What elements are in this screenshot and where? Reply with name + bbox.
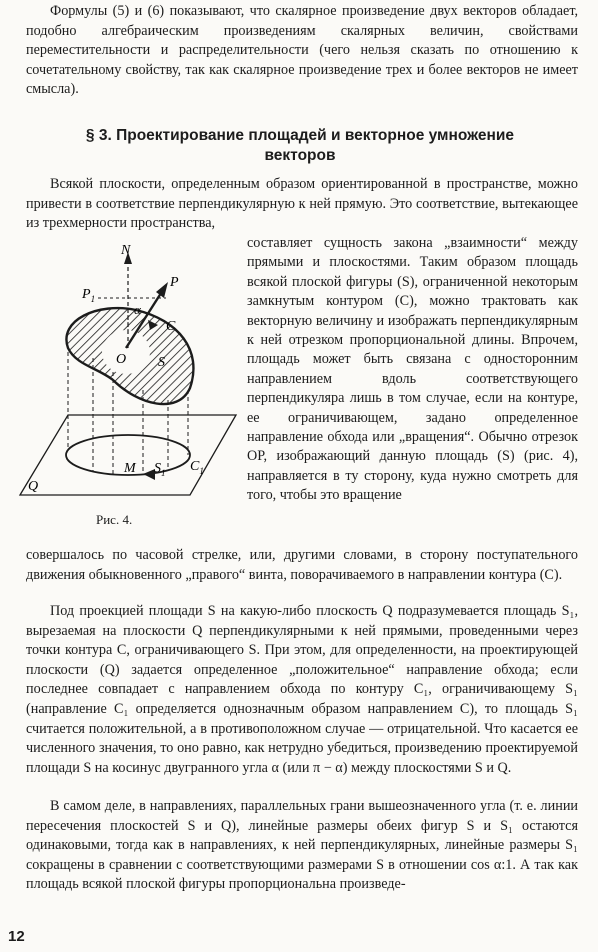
label-n: N (121, 243, 131, 258)
heading-line-1: § 3. Проектирование площадей и векторное умножение (85, 127, 515, 144)
paragraph-2-continuation: совершалось по часовой стрелке, или, другими словами, в сторону поступательного движения обыкновенного „правого“ винта, поворачиваемого в направлении контура (C). (26, 547, 578, 583)
plane-q (20, 415, 236, 495)
label-s: S (158, 355, 165, 370)
label-s1: $S_1$ (154, 461, 166, 478)
page-number: 12 (8, 928, 25, 945)
figure-caption: Рис. 4. (96, 512, 133, 527)
figure-4-diagram (18, 240, 238, 510)
paragraph-2-beside-figure: составляет сущность закона „взаимности“ между прямыми и плоскостями. Таким образом площадь всякой плоской фигуры (S), ограниченной некоторым замкнутым контуром (C), можно трактовать как векторную величину и изображать перпендикулярным к ней отрезком пропорциональной длины. Впрочем, площадь может быть связана с односторонним направлением вдоль соответствующего перпендикуляра лишь в том случае, если на контуре, ее ограничивающем, задано определенное направление обхода или „вращения“. Обычно отрезок OP, изображающий данную площадь (S) (рис. 4), направляется в ту сторону, куда нужно смотреть для того, чтобы это вращение (247, 235, 578, 504)
heading-line-2: векторов (264, 147, 336, 164)
section-heading (40, 126, 560, 166)
paragraph-2-full-width: Всякой плоскости, определенным образом ориентированной в пространстве, можно привести в соответствие перпендикулярную к ней прямую. Это соответствие, вытекающее из трехмерности пространства, (26, 176, 578, 232)
label-m: M (124, 461, 136, 476)
label-q: Q (28, 479, 39, 494)
label-p1: $P_1$ (82, 287, 96, 304)
paragraph-3: Под проекцией площади S на какую-либо плоскость Q подразумевается площадь S₁, вырезаемая на плоскости Q перпендикулярными к ней прямыми, проведенными через точки контура C, ограничивающего S. При этом, для определенности, на проектирующей плоскости (Q) задается определенное „положительное“ направление обхода; если последнее совпадает с направлением обхода по контуру C₁, ограничивающему S₁ (направление C₁ определяется однозначным образом направлением C), то площадь S₁ считается положительной, а в противоположном случае — отрицательной. Что касается ее численного значения, то оно равно, как нетрудно убедиться, произведению проектируемой площади S на косинус двугранного угла α (или π − α) между плоскостями S и Q. (26, 603, 578, 776)
label-o: O (116, 352, 127, 367)
label-alpha: α (134, 302, 141, 317)
label-c: C (166, 319, 176, 334)
label-p: P (170, 275, 179, 290)
paragraph-1: Формулы (5) и (6) показывают, что скалярное произведение двух векторов обладает, подобно алгебраическим произведениям скалярных величин, свойствами переместительности и распределительности (чего нельзя сказать по отношению к сочетательному свойству, так как скалярное произведение трех и более векторов не имеет смысла). (26, 3, 578, 98)
paragraph-4: В самом деле, в направлениях, параллельных грани вышеозначенного угла (т. е. линии пересечения плоскостей S и Q), линейные размеры обеих фигур S и S₁ остаются одинаковыми, тогда как в направлениях, к ней перпендикулярных, линейные размеры S₁ сокращены в сравнении с соответствующими размерами S в отношении cos α:1. А так как площадь всякой плоской фигуры пропорциональна произведе- (26, 798, 578, 893)
label-c1: $C_1$ (190, 459, 204, 476)
